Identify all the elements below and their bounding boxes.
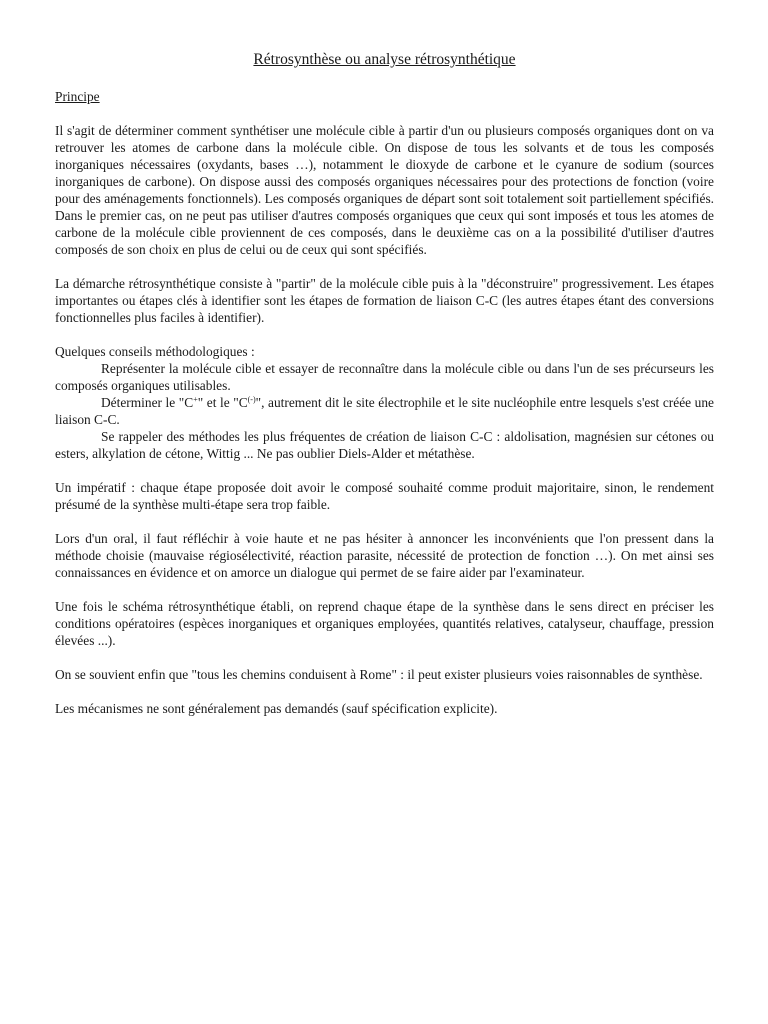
advice-item-3: Se rappeler des méthodes les plus fréquentes de création de liaison C-C : aldolisation, magnésien sur cétones ou esters, alkylation de cétone, Wittig ... Ne pas oublier Diels-Alder et métathèse.	[55, 429, 714, 461]
advice-item-2-text-b: " et le "C	[197, 395, 248, 410]
advice-item-2-text-c: ", autrement dit le site électrophile et le site nucléophile entre lesquels s'est créée une liaison C-C.	[55, 395, 714, 427]
section-heading: Principe	[55, 89, 100, 104]
advice-heading: Quelques conseils méthodologiques :	[55, 344, 255, 359]
document-page	[55, 50, 714, 734]
advice-item-2-text-a: Déterminer le "C	[101, 395, 194, 410]
advice-item-1: Représenter la molécule cible et essayer de reconnaître dans la molécule cible ou dans l'un de ses précurseurs les composés organiques utilisables.	[55, 361, 714, 393]
advice-item-2	[55, 394, 714, 428]
paragraph-imperative: Un impératif : chaque étape proposée doit avoir le composé souhaité comme produit majoritaire, sinon, le rendement présumé de la synthèse multi-étape sera trop faible.	[55, 480, 714, 512]
advice-block	[55, 343, 714, 462]
paragraph-approach: La démarche rétrosynthétique consiste à "partir" de la molécule cible puis à la "déconstruire" progressivement. Les étapes importantes ou étapes clés à identifier sont les étapes de formation de liaison C-C (les autres étapes étant des conversions fonctionnelles plus faciles à identifier).	[55, 276, 714, 325]
superscript-minus: (-)	[247, 395, 256, 404]
paragraph-oral: Lors d'un oral, il faut réfléchir à voie haute et ne pas hésiter à annoncer les inconvénients que l'on pressent dans la méthode choisie (mauvaise régiosélectivité, réaction parasite, nécessité de protection de fonction …). On met ainsi ses connaissances en évidence et on amorce un dialogue qui permet de se faire aider par l'examinateur.	[55, 531, 714, 580]
paragraph-intro: Il s'agit de déterminer comment synthétiser une molécule cible à partir d'un ou plusieurs composés organiques dont on va retrouver les atomes de carbone dans la molécule cible. On dispose de tous les solvants et de tous les composés inorganiques nécessaires (oxydants, bases …), notamment le dioxyde de carbone et le cyanure de sodium (sources inorganiques de carbone). On dispose aussi des composés organiques nécessaires pour des protections de fonction (voire pour des aménagements fonctionnels). Les composés organiques de départ sont soit totalement soit partiellement spécifiés. Dans le premier cas, on ne peut pas utiliser d'autres composés organiques que ceux qui sont imposés et tous les atomes de carbone de la molécule cible proviennent de ces composés, dans le deuxième cas on a la possibilité d'utiliser d'autres composés de son choix en plus de celui ou de ceux qui sont spécifiés.	[55, 123, 714, 257]
superscript-plus: +	[193, 395, 198, 404]
document-title: Rétrosynthèse ou analyse rétrosynthétique	[253, 51, 516, 68]
paragraph-mechanisms: Les mécanismes ne sont généralement pas demandés (sauf spécification explicite).	[55, 701, 498, 716]
paragraph-rome: On se souvient enfin que "tous les chemins conduisent à Rome" : il peut exister plusieurs voies raisonnables de synthèse.	[55, 667, 703, 682]
paragraph-conditions: Une fois le schéma rétrosynthétique établi, on reprend chaque étape de la synthèse dans le sens direct en préciser les conditions opératoires (espèces inorganiques et organiques employées, quantités relatives, catalyseur, chauffage, pression élevées ...).	[55, 599, 714, 648]
